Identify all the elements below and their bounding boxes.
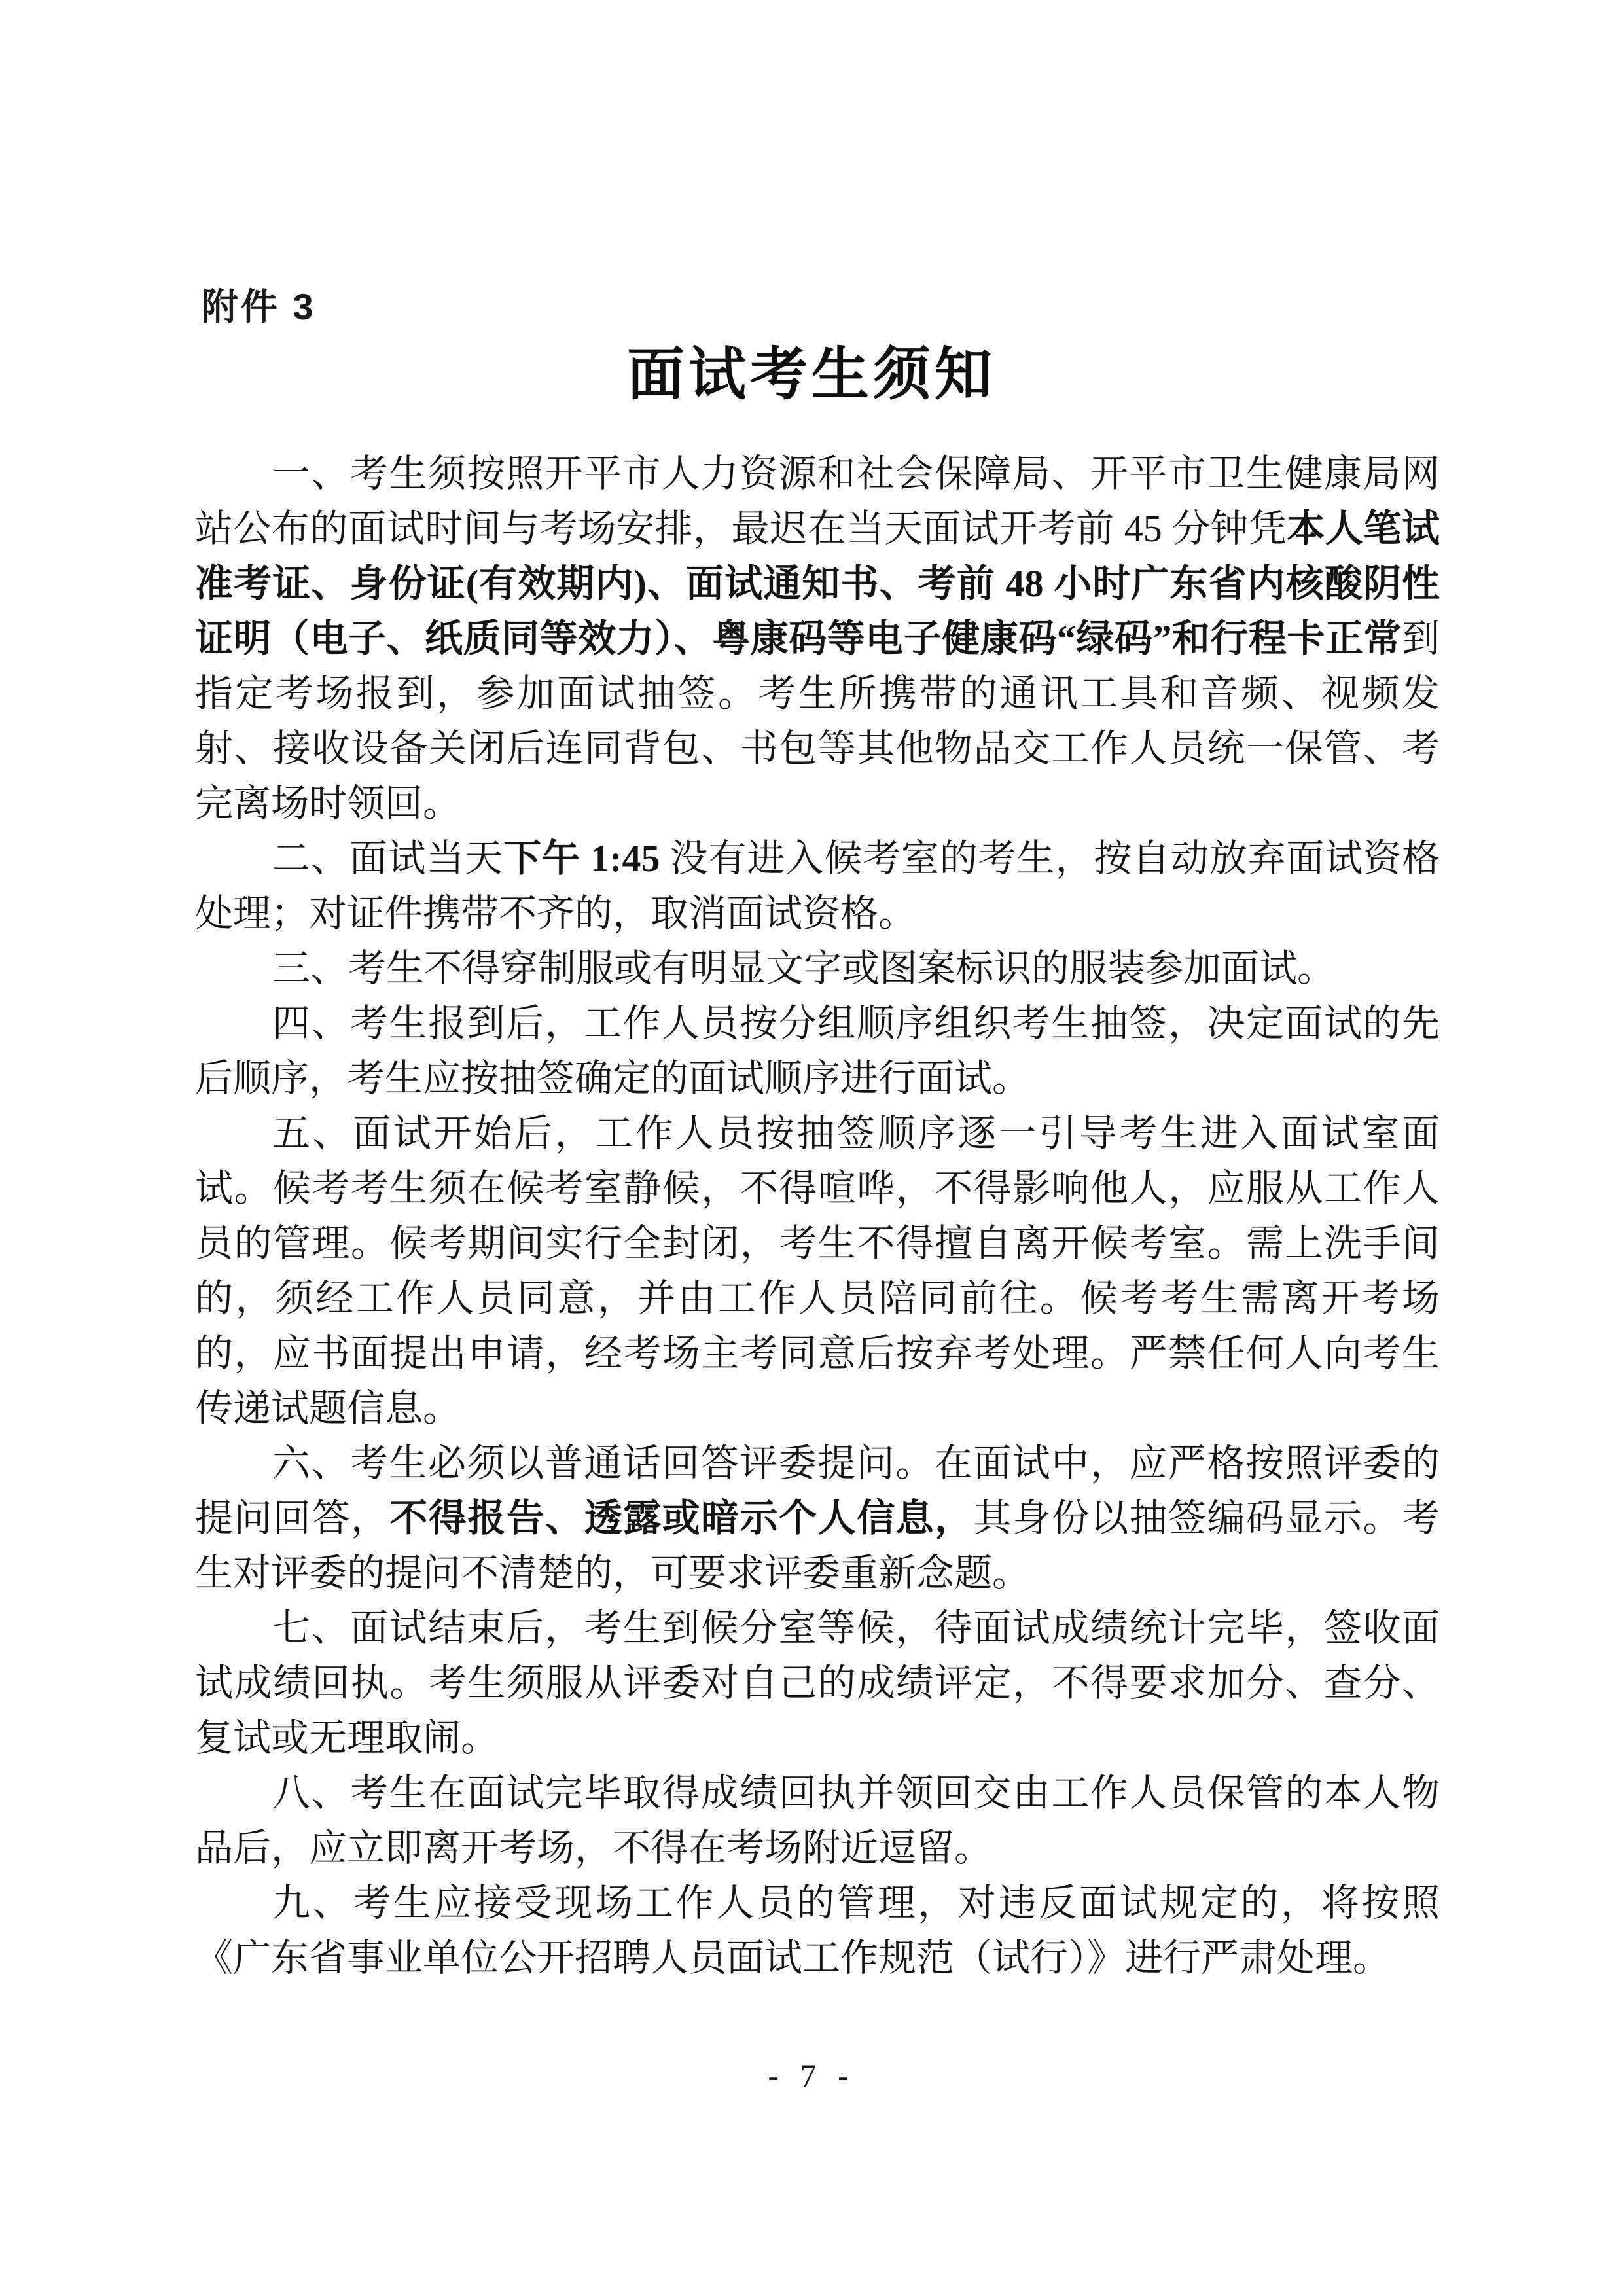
paragraph (195, 1601, 1440, 1766)
text-run: 五、面试开始后，工作人员按抽签顺序逐一引导考生进入面试室面试。候考考生须在候考室静候，不得喧哗，不得影响他人，应服从工作人员的管理。候考期间实行全封闭，考生不得擅自离开候考室。需上洗手间的，须经工作人员同意，并由工作人员陪同前往。候考考生需离开考场的，应书面提出申请，经考场主考同意后按弃考处理。严禁任何人向考生传递试题信息。 (195, 1112, 1440, 1429)
text-run: 九、考生应接受现场工作人员的管理，对违反面试规定的，将按照《广东省事业单位公开招聘人员面试工作规范（试行）》进行严肃处理。 (195, 1882, 1440, 1979)
emphasized-text-run: 本人笔试准考证、身份证(有效期内)、面试通知书、考前 48 小时广东省内核酸阴性证明（电子、纸质同等效力）、粤康码等电子健康码“绿码”和行程卡正常 (195, 507, 1440, 660)
text-run: 其身份以抽签编码显示。考生对评委的提问不清楚的，可要求评委重新念题。 (195, 1497, 1440, 1594)
attachment-label: 附件 3 (202, 286, 316, 327)
emphasized-text-run: 下午 1:45 (503, 837, 660, 880)
paragraph (195, 1876, 1440, 1986)
page-number: - 7 - (768, 2057, 855, 2094)
text-run: 七、面试结束后，考生到候分室等候，待面试成绩统计完毕，签收面试成绩回执。考生须服从评委对自己的成绩评定，不得要求加分、查分、复试或无理取闹。 (195, 1607, 1440, 1759)
text-run: 二、面试当天 (272, 837, 504, 880)
paragraph (195, 1766, 1440, 1876)
text-run: 六、考生必须以普通话回答评委提问。在面试中，应严格按照评委的提问回答， (195, 1442, 1440, 1539)
page-title: 面试考生须知 (626, 344, 996, 407)
text-run: 没有进入候考室的考生，按自动放弃面试资格处理；对证件携带不齐的，取消面试资格。 (195, 837, 1440, 935)
paragraph (195, 446, 1440, 831)
emphasized-text-run: 不得报告、透露或暗示个人信息， (389, 1497, 974, 1539)
paragraph (195, 996, 1440, 1106)
paragraph (195, 1106, 1440, 1436)
notice-body (195, 446, 1440, 1986)
text-run: 三、考生不得穿制服或有明显文字或图案标识的服装参加面试。 (272, 947, 1336, 990)
text-run: 一、考生须按照开平市人力资源和社会保障局、开平市卫生健康局网站公布的面试时间与考场安排，最迟在当天面试开考前 45 分钟凭 (195, 452, 1440, 550)
text-run: 到指定考场报到，参加面试抽签。考生所携带的通讯工具和音频、视频发射、接收设备关闭后连同背包、书包等其他物品交工作人员统一保管、考完离场时领回。 (195, 617, 1440, 825)
text-run: 四、考生报到后，工作人员按分组顺序组织考生抽签，决定面试的先后顺序，考生应按抽签确定的面试顺序进行面试。 (195, 1002, 1440, 1100)
paragraph (195, 831, 1440, 941)
paragraph (195, 1436, 1440, 1601)
text-run: 八、考生在面试完毕取得成绩回执并领回交由工作人员保管的本人物品后，应立即离开考场，不得在考场附近逗留。 (195, 1772, 1440, 1869)
paragraph (195, 941, 1440, 996)
